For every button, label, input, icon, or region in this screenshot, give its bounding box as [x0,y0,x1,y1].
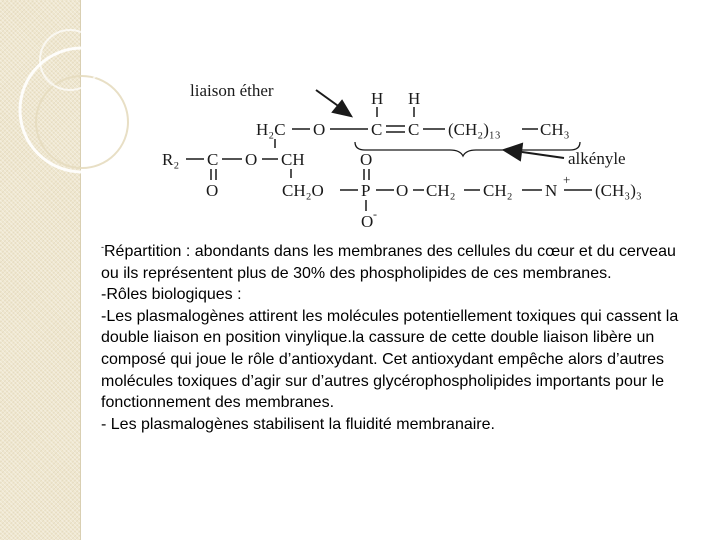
row2-ch: CH [281,150,305,169]
phosphate-oxygen-minus: O [361,212,374,231]
alkenyl-brace [355,142,580,156]
phosphate-top-oxygen: O [360,150,373,169]
plasmalogen-structure-diagram [150,70,670,235]
row2-r2: R₂ [162,150,180,169]
oxygen-charge: - [373,207,377,221]
leading-dash: - [101,242,104,252]
row2-oxygen: O [245,150,258,169]
row3-oxygen: O [396,181,409,200]
phosphorus: P [361,181,371,200]
alkenyl-label: alkényle [568,149,626,168]
body-text [101,237,681,435]
trimethyl-group: (CH₃)₃ [595,181,642,200]
row1-h2c: H₂C [256,120,286,139]
row1-carbon-1: C [371,120,383,139]
paragraph-fluidity: - Les plasmalogènes stabilisent la fluidité membranaire. [101,415,495,433]
hydrogen-2: H [408,89,421,108]
row1-chain: (CH₂)₁₃ [448,120,501,139]
row1-ch3: CH₃ [540,120,570,139]
decorative-circles [0,0,140,220]
row1-carbon-2: C [408,120,420,139]
row2-carbon: C [207,150,219,169]
ether-bond-label: liaison éther [190,81,274,100]
alkenyl-arrow [504,144,564,160]
paragraph-repartition [101,237,681,284]
carbonyl-oxygen: O [206,181,219,200]
repartition-text: Répartition : abondants dans les membranes des cellules du cœur et du cerveau ou ils représentent plus de 30% des phospholipides de ces membranes. [101,243,676,282]
nitrogen: N [545,181,558,200]
paragraph-roles-heading: -Rôles biologiques : [101,286,242,304]
row3-ch2o: CH₂O [282,181,324,200]
hydrogen-1: H [371,89,384,108]
row3-ch2-b: CH₂ [483,181,513,200]
row3-ch2-a: CH₂ [426,181,456,200]
nitrogen-charge: + [563,172,571,187]
paragraph-antioxidant: -Les plasmalogènes attirent les molécules potentiellement toxiques qui cassent la double liaison en position vinylique.la cassure de cette double liaison libère un composé qui joue le rôle d’antioxydant. Cet antioxydant empêche alors d’autres molécules toxiques d’agir sur d’autres glycérophospholipides importants pour le fonctionnement des membranes. [101,307,679,412]
row1-oxygen: O [313,120,326,139]
ether-arrow [316,90,351,116]
